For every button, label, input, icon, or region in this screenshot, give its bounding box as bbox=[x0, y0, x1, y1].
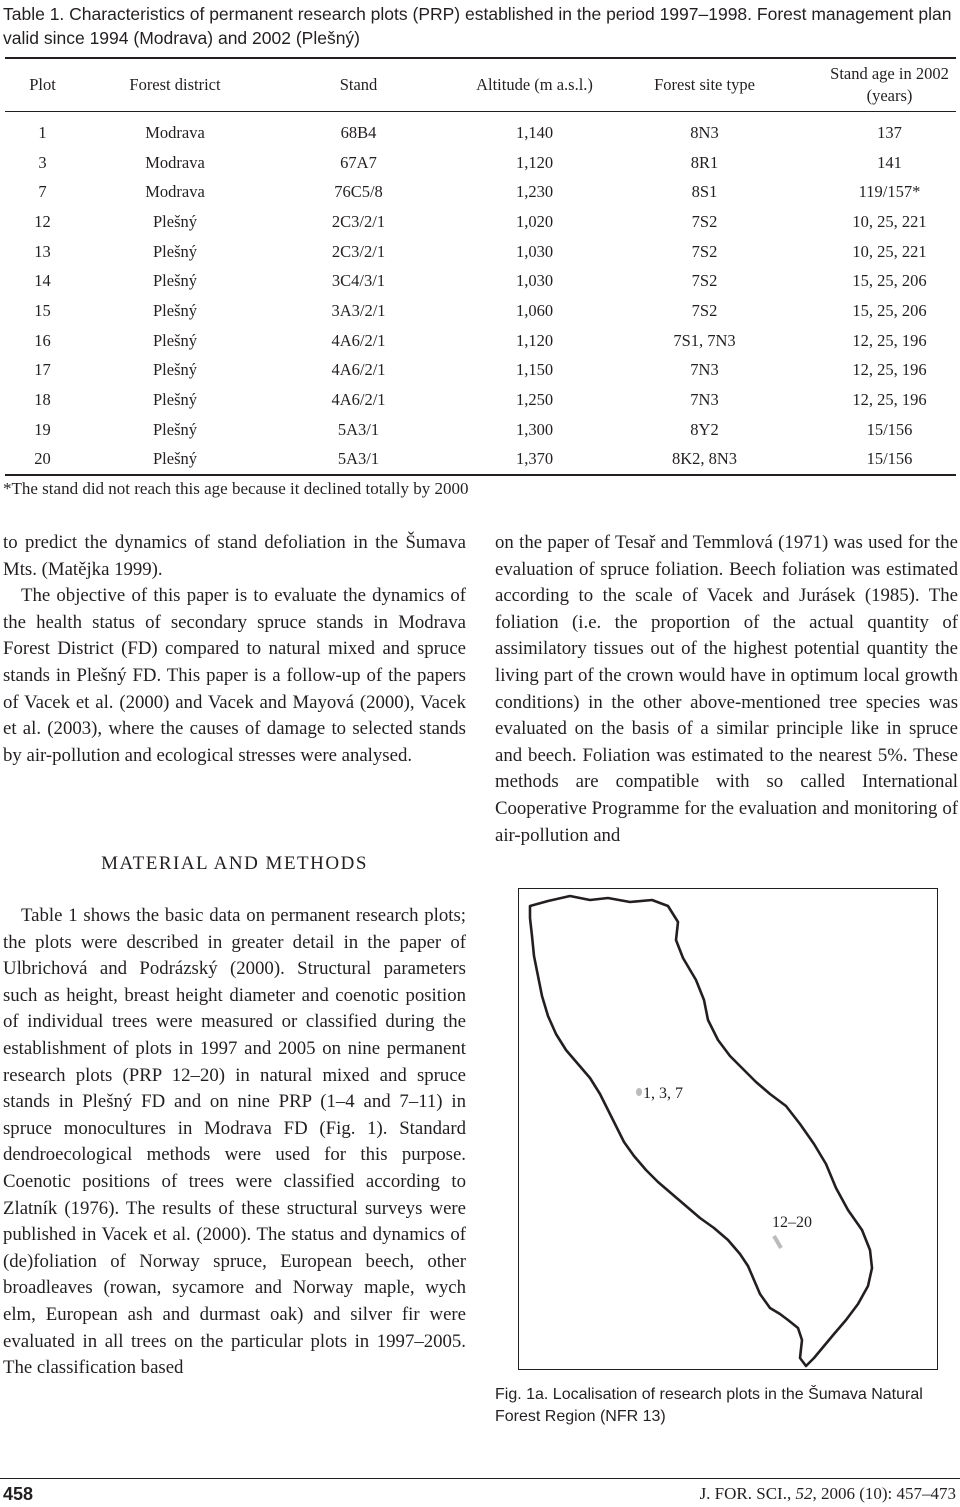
journal-reference bbox=[700, 1484, 956, 1504]
cell-altitude: 1,020 bbox=[515, 211, 554, 231]
cell-stand-age: 12, 25, 196 bbox=[852, 390, 927, 410]
table-row bbox=[5, 356, 956, 386]
cell-plot: 12 bbox=[34, 211, 51, 231]
cell-forest-district: Plešný bbox=[152, 330, 197, 350]
table-header bbox=[5, 58, 956, 112]
cell-forest-district: Modrava bbox=[145, 182, 205, 202]
table-row bbox=[5, 177, 956, 207]
cell-stand-age: 10, 25, 221 bbox=[852, 211, 927, 231]
cell-plot: 16 bbox=[34, 330, 51, 350]
cell-plot: 13 bbox=[34, 241, 51, 261]
region-outline bbox=[530, 896, 872, 1366]
cell-stand: 2C3/2/1 bbox=[331, 241, 386, 261]
cell-forest-site-type: 7S2 bbox=[691, 211, 718, 231]
paragraph-objective: The objective of this paper is to evaluate the dynamics of the health status of secondary spruce stands in Modrava Forest District (FD) compared to natural mixed and spruce stands in Plešný FD. This paper is a follow-up of the papers of Vacek et al. (2000) and Vacek and Mayová (2000), Vacek et al. (2003), where the causes of damage to selected stands by air-pollution and ecological stresses were analysed. bbox=[3, 585, 466, 766]
cell-forest-site-type: 8R1 bbox=[690, 152, 719, 172]
cell-stand: 68B4 bbox=[340, 122, 377, 142]
cell-altitude: 1,030 bbox=[515, 241, 554, 261]
left-column-intro bbox=[3, 530, 466, 769]
table-row bbox=[5, 148, 956, 178]
figure-caption: Fig. 1a. Localisation of research plots in the Šumava Natural Forest Region (NFR 13) bbox=[495, 1386, 923, 1425]
cell-forest-district: Plešný bbox=[152, 271, 197, 291]
cell-altitude: 1,060 bbox=[515, 300, 554, 320]
map-label-12-20: 12–20 bbox=[772, 1214, 812, 1231]
col-header-forest-site-type: Forest site type bbox=[622, 58, 787, 112]
cell-stand-age: 15, 25, 206 bbox=[852, 271, 927, 291]
cell-stand-age: 141 bbox=[877, 152, 902, 172]
col-header-stand: Stand bbox=[270, 58, 447, 112]
paragraph-intro-end: to predict the dynamics of stand defoliation in the Šumava Mts. (Matějka 1999). bbox=[3, 532, 466, 580]
cell-altitude: 1,300 bbox=[515, 419, 554, 439]
map-label-1-3-7: 1, 3, 7 bbox=[643, 1085, 683, 1102]
cell-altitude: 1,030 bbox=[515, 271, 554, 291]
page-number: 458 bbox=[3, 1484, 34, 1504]
cell-forest-site-type: 7S2 bbox=[691, 271, 718, 291]
journal-prefix: J. FOR. SCI., bbox=[699, 1484, 796, 1503]
table-row bbox=[5, 112, 956, 148]
cell-stand: 3A3/2/1 bbox=[331, 300, 386, 320]
methods-text bbox=[3, 903, 466, 1382]
col-header-altitude: Altitude (m a.s.l.) bbox=[447, 58, 622, 112]
table-row bbox=[5, 207, 956, 237]
table-row bbox=[5, 415, 956, 445]
cell-forest-district: Plešný bbox=[152, 211, 197, 231]
cell-plot: 14 bbox=[34, 271, 51, 291]
characteristics-table bbox=[5, 57, 956, 476]
cell-plot: 17 bbox=[34, 360, 51, 380]
table-body bbox=[5, 112, 956, 476]
cell-stand: 2C3/2/1 bbox=[331, 211, 386, 231]
cell-stand-age: 15, 25, 206 bbox=[852, 300, 927, 320]
cell-forest-site-type: 7N3 bbox=[690, 360, 719, 380]
cell-stand: 5A3/1 bbox=[337, 419, 380, 439]
cell-altitude: 1,140 bbox=[515, 122, 554, 142]
cell-forest-district: Plešný bbox=[152, 390, 197, 410]
cell-plot: 7 bbox=[38, 182, 47, 202]
cell-plot: 3 bbox=[38, 152, 47, 172]
journal-volume: 52 bbox=[795, 1484, 813, 1503]
cell-stand-age: 15/156 bbox=[787, 445, 956, 476]
cell-forest-district: Modrava bbox=[145, 122, 205, 142]
cell-altitude: 1,120 bbox=[515, 330, 554, 350]
cell-altitude: 1,230 bbox=[515, 182, 554, 202]
cell-plot: 20 bbox=[5, 445, 80, 476]
cell-forest-site-type: 7S2 bbox=[691, 300, 718, 320]
cell-stand-age: 12, 25, 196 bbox=[852, 330, 927, 350]
cell-forest-site-type: 7N3 bbox=[690, 390, 719, 410]
table-row bbox=[5, 296, 956, 326]
cell-forest-district: Plešný bbox=[152, 300, 197, 320]
cell-stand-age: 15/156 bbox=[866, 419, 913, 439]
table-footnote: *The stand did not reach this age because it declined totally by 2000 bbox=[3, 479, 469, 498]
cell-plot: 19 bbox=[34, 419, 51, 439]
cell-plot: 15 bbox=[34, 300, 51, 320]
cell-stand-age: 12, 25, 196 bbox=[852, 360, 927, 380]
cell-forest-site-type: 8N3 bbox=[690, 122, 719, 142]
right-column-text bbox=[495, 530, 958, 849]
plot-marker-1-3-7 bbox=[636, 1088, 642, 1096]
region-map bbox=[518, 888, 938, 1370]
cell-stand: 4A6/2/1 bbox=[331, 330, 386, 350]
col-header-plot: Plot bbox=[5, 58, 80, 112]
cell-forest-site-type: 8Y2 bbox=[690, 419, 719, 439]
cell-plot: 18 bbox=[34, 390, 51, 410]
cell-forest-site-type: 7S1, 7N3 bbox=[673, 330, 736, 350]
cell-forest-district: Plešný bbox=[80, 445, 270, 476]
table-row bbox=[5, 385, 956, 415]
cell-stand: 76C5/8 bbox=[334, 182, 383, 202]
cell-altitude: 1,370 bbox=[447, 445, 622, 476]
table-row bbox=[5, 445, 956, 476]
cell-forest-district: Plešný bbox=[152, 241, 197, 261]
paragraph-foliation: on the paper of Tesař and Temmlová (1971) was used for the evaluation of spruce foliation. Beech foliation was estimated according to the scale of Vacek and Jurásek (1985). The foliation (i.e. the proportion of the actual quantity of assimilatory tissues out of the highest potential quantity the living part of the crown would have in optimum local growth conditions) in the other above-mentioned tree species was evaluated on the basis of a similar principle like in spruce and beech. Foliation was estimated to the nearest 5%. These methods are compatible with so called International Cooperative Programme for the evaluation and monitoring of air-pollution and bbox=[495, 532, 958, 846]
cell-stand-age: 10, 25, 221 bbox=[852, 241, 927, 261]
table-row bbox=[5, 266, 956, 296]
cell-stand: 4A6/2/1 bbox=[331, 360, 386, 380]
cell-stand-age: 137 bbox=[877, 122, 902, 142]
col-header-stand-age: Stand age in 2002 (years) bbox=[787, 58, 956, 112]
cell-altitude: 1,150 bbox=[515, 360, 554, 380]
cell-stand: 67A7 bbox=[340, 152, 377, 172]
section-heading: MATERIAL AND METHODS bbox=[101, 853, 368, 874]
paragraph-methods: Table 1 shows the basic data on permanent research plots; the plots were described in greater detail in the paper of Ulbrichová and Podrázský (2000). Structural parameters such as height, breast height diameter and coenotic position of individual trees were measured or classified during the establishment of plots in 1997 and 2005 on nine permanent research plots (PRP 12–20) in natural mixed and spruce stands in Plešný FD and on nine PRP (1–4 and 7–11) in spruce monocultures in Modrava FD (Fig. 1). Standard dendroecological methods were used for this purpose. Coenotic positions of trees were classified according to Zlatník (1976). The results of these structural surveys were published in Vacek et al. (2000). The status and dynamics of (de)foliation of Norway spruce, European beech, other broadleaves (rowan, sycamore and Norway maple, wych elm, European ash and durmast oak) and silver fir were evaluated in all trees on the particular plots in 1997–2005. The classification based bbox=[3, 905, 466, 1379]
cell-forest-district: Plešný bbox=[152, 360, 197, 380]
table-row bbox=[5, 237, 956, 267]
cell-altitude: 1,250 bbox=[515, 390, 554, 410]
cell-forest-district: Plešný bbox=[152, 419, 197, 439]
cell-forest-site-type: 7S2 bbox=[691, 241, 718, 261]
cell-plot: 1 bbox=[38, 122, 47, 142]
table-row bbox=[5, 326, 956, 356]
cell-stand: 4A6/2/1 bbox=[331, 390, 386, 410]
cell-forest-site-type: 8K2, 8N3 bbox=[622, 445, 787, 476]
cell-stand: 5A3/1 bbox=[270, 445, 447, 476]
footer-divider bbox=[0, 1478, 960, 1479]
cell-forest-site-type: 8S1 bbox=[691, 182, 718, 202]
col-header-forest-district: Forest district bbox=[80, 58, 270, 112]
cell-stand-age: 119/157* bbox=[858, 182, 921, 202]
cell-forest-district: Modrava bbox=[145, 152, 205, 172]
journal-suffix: , 2006 (10): 457–473 bbox=[812, 1484, 956, 1503]
cell-stand: 3C4/3/1 bbox=[331, 271, 386, 291]
cell-altitude: 1,120 bbox=[515, 152, 554, 172]
table-caption: Table 1. Characteristics of permanent research plots (PRP) established in the period 1997–1998. Forest management plan valid since 1994 (Modrava) and 2002 (Plešný) bbox=[3, 4, 952, 48]
